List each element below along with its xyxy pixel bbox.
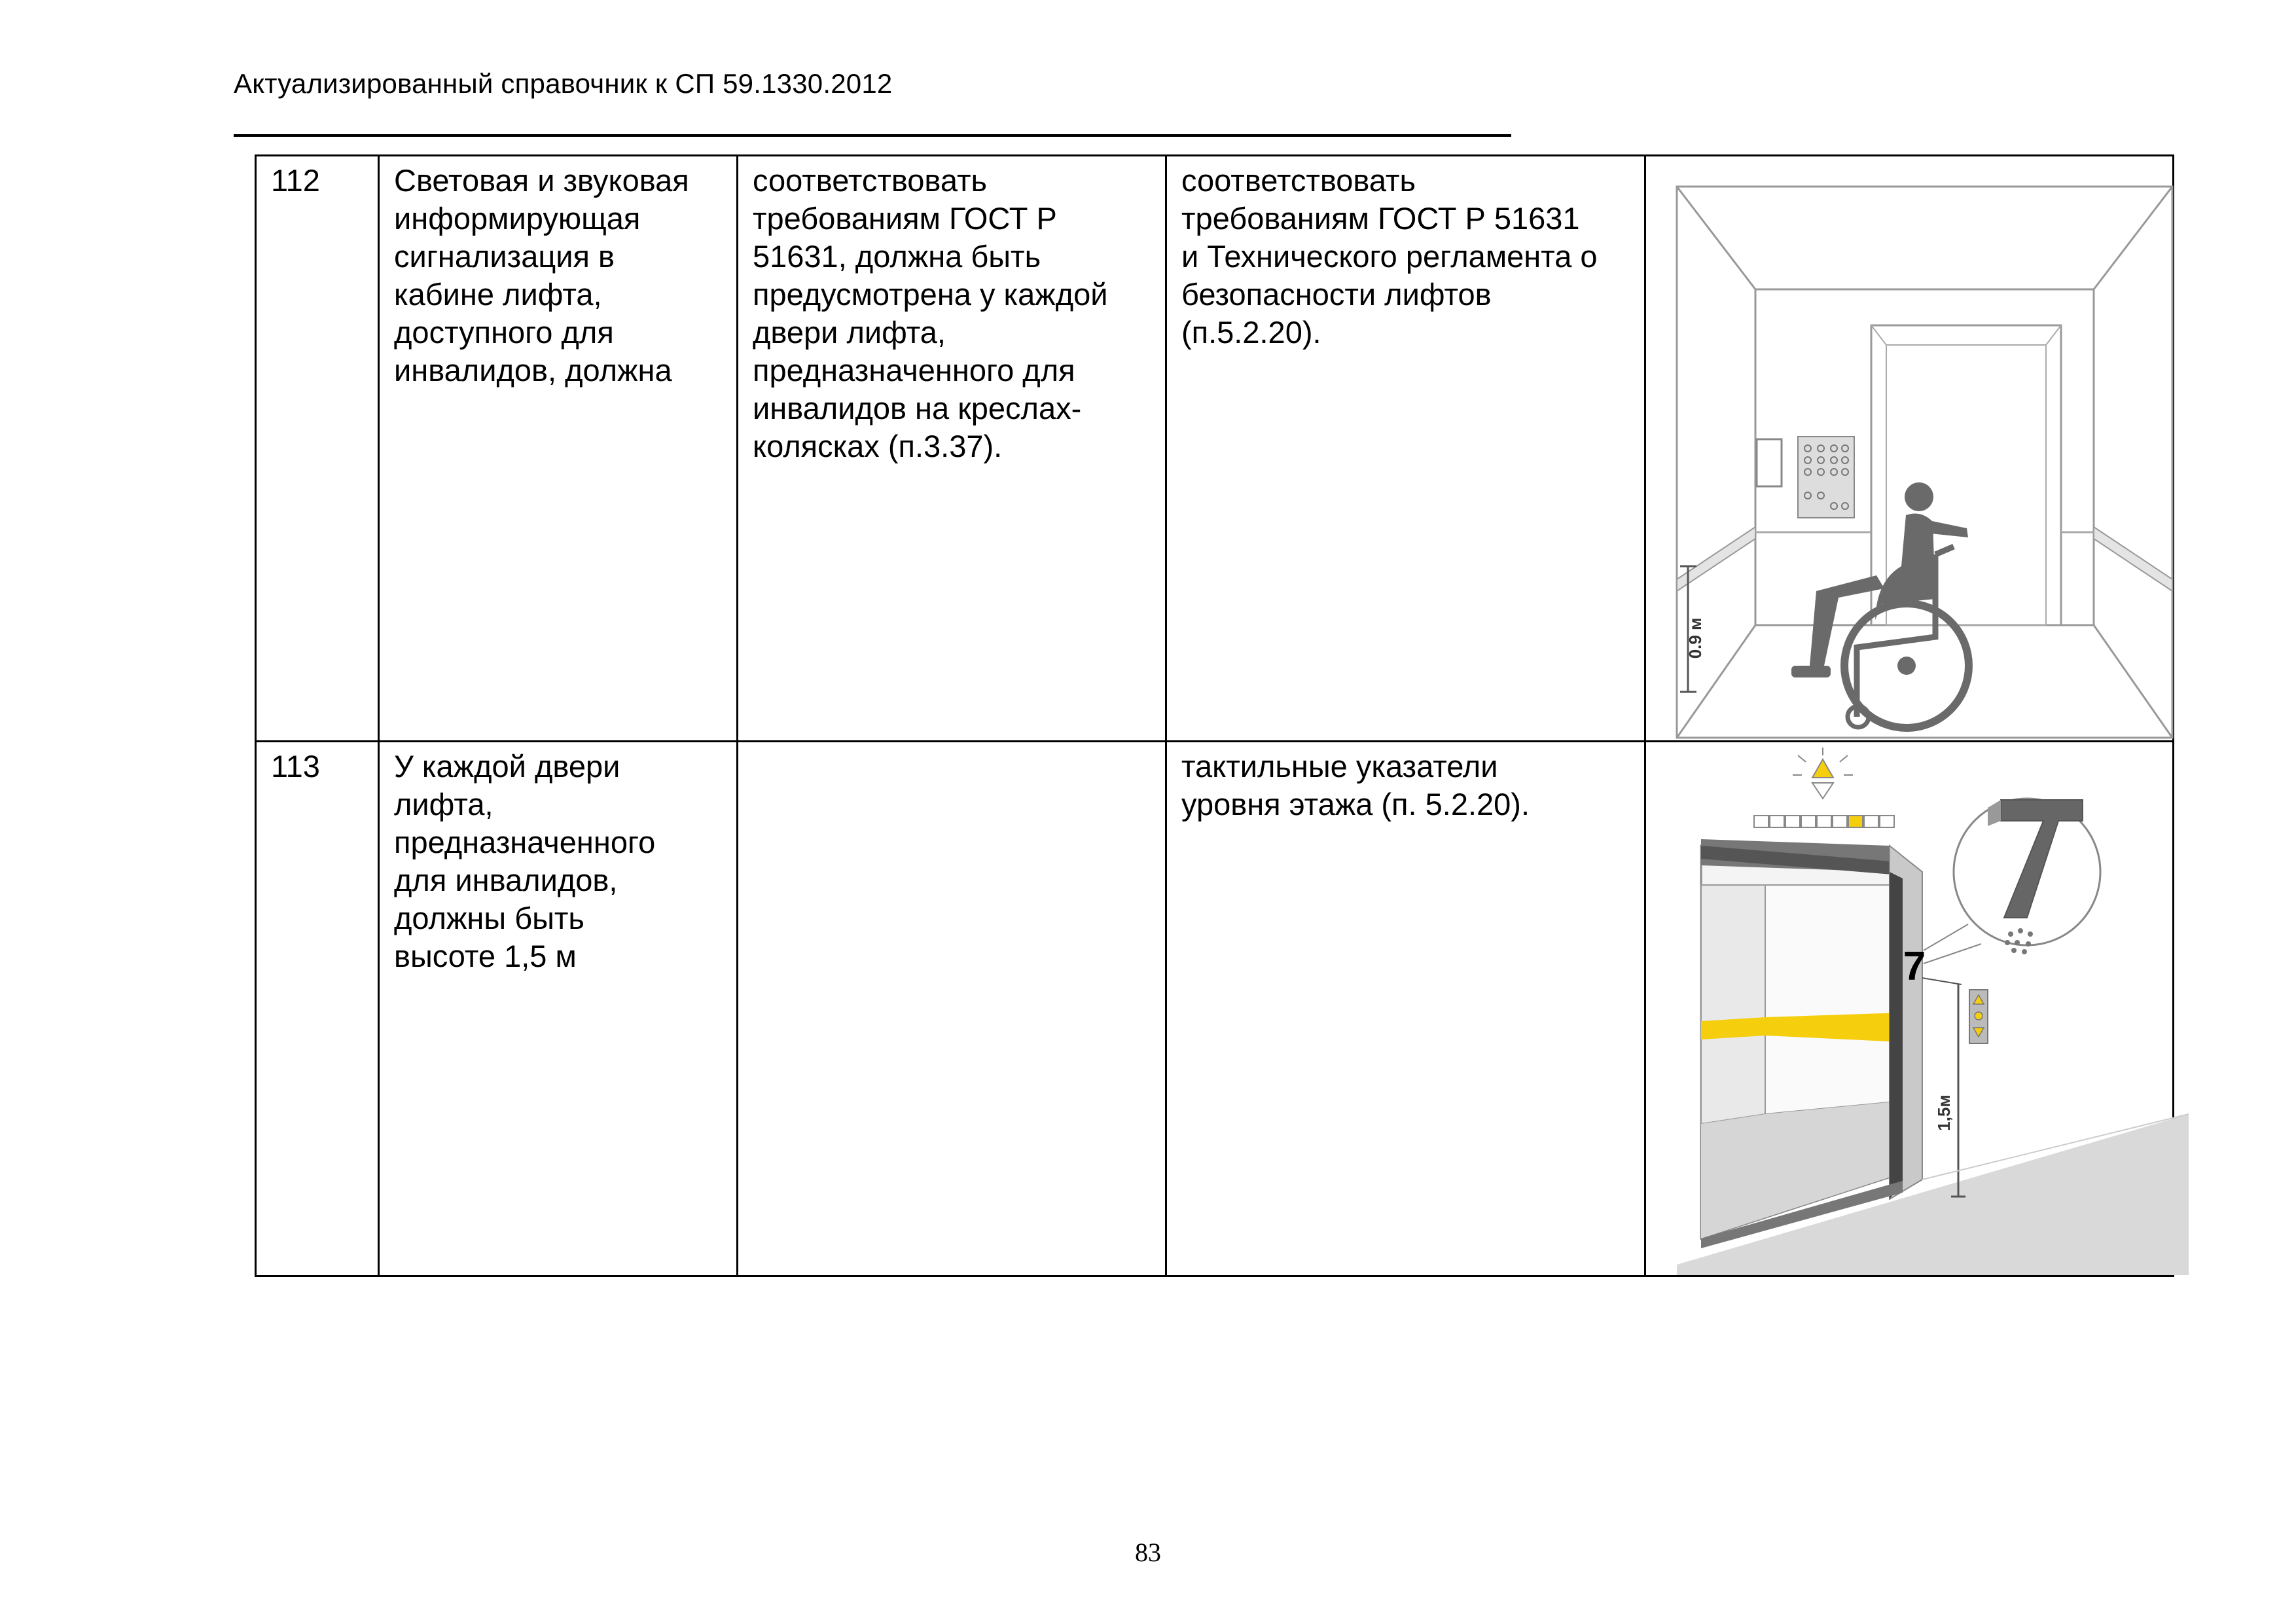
requirements-table — [255, 154, 2174, 1277]
document-header-title: Актуализированный справочник к СП 59.1330.2012 — [234, 68, 893, 99]
sign-height-label: 1,5м — [1934, 1094, 1954, 1131]
requirement-text: Световая и звуковая информирующая сигнализация в кабине лифта, доступного для инвалидов, должна — [394, 163, 689, 388]
table-row — [256, 742, 2174, 1276]
row-number — [256, 156, 379, 742]
figure-cell — [1645, 742, 2174, 1276]
row-number-text: 112 — [271, 163, 320, 198]
normative-text: тактильные указатели уровня этажа (п. 5.2.20). — [1181, 749, 1530, 821]
requirement-cell — [379, 156, 738, 742]
row-number — [256, 742, 379, 1276]
normative-text: соответствовать требованиям ГОСТ Р 51631 и Технического регламента о безопасности лифтов (п.5.2.20). — [1181, 163, 1598, 350]
normative-cell — [1166, 742, 1645, 1276]
floor-number-sign: 7 — [1903, 944, 1926, 989]
requirement-cell — [379, 742, 738, 1276]
cabin-height-label: 0.9 м — [1685, 617, 1705, 659]
table-row — [256, 156, 2174, 742]
page-number: 83 — [1135, 1538, 1161, 1567]
sp-reference-text: соответствовать требованиям ГОСТ Р 51631, должна быть предусмотрена у каждой двери лифта, предназначенного для инвалидов на креслах- колясках (п.3.37). — [753, 163, 1108, 463]
requirement-text: У каждой двери лифта, предназначенного для инвалидов, должны быть высоте 1,5 м — [394, 749, 656, 973]
sp-reference-cell — [738, 156, 1166, 742]
header-divider — [234, 134, 1511, 137]
sp-reference-cell — [738, 742, 1166, 1276]
figure-cell — [1645, 156, 2174, 742]
arrival-lantern-icon — [1793, 748, 1853, 799]
normative-cell — [1166, 156, 1645, 742]
row-number-text: 113 — [271, 749, 320, 784]
elevator-door-illustration — [1660, 748, 2189, 1275]
elevator-cabin-illustration — [1660, 162, 2189, 740]
